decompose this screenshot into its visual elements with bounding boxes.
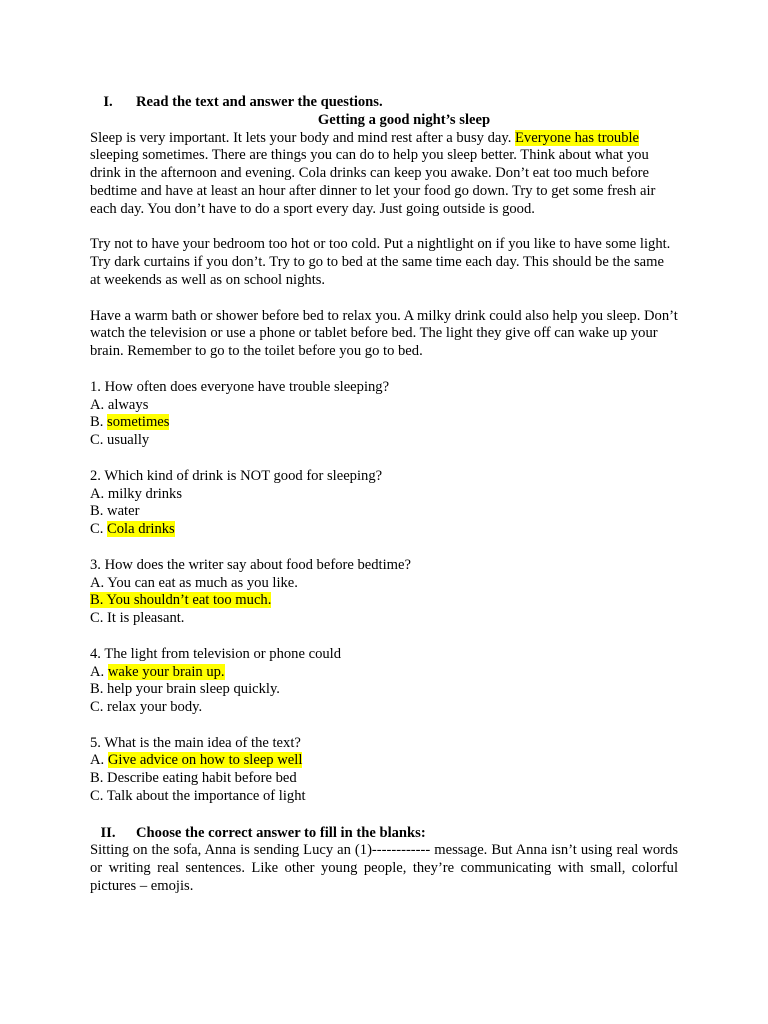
highlighted-answer: sometimes	[107, 414, 170, 431]
section-1-heading	[92, 94, 678, 112]
option-b: B. water	[90, 503, 140, 520]
option-b: B. sometimes	[90, 414, 170, 431]
question-1	[90, 379, 678, 450]
option-c: C. Talk about the importance of light	[90, 788, 306, 805]
question-4	[90, 646, 678, 717]
section-2-passage: Sitting on the sofa, Anna is sending Lucy an (1)------------ message. But Anna isn’t using real words or writing real sentences. Like other young people, they’re communicating with small, colorful pictures – emojis.	[90, 842, 678, 895]
section-1-numeral: I.	[103, 94, 113, 110]
option-b: B. help your brain sleep quickly.	[90, 681, 280, 698]
highlighted-answer: wake your brain up.	[107, 663, 225, 680]
passage-paragraph-3: Have a warm bath or shower before bed to relax you. A milky drink could also help you sleep. Don’t watch the television or use a phone or tablet before bed. The light they give off can wake up your brain. Remember to go to the toilet before you go to bed.	[90, 307, 678, 360]
question-3	[90, 557, 678, 628]
section-1-heading-text: Read the text and answer the questions.	[136, 94, 383, 110]
section-2-heading-text: Choose the correct answer to fill in the blanks:	[136, 824, 426, 841]
question-text: 4. The light from television or phone could	[90, 645, 342, 662]
option-a: A. milky drinks	[90, 485, 183, 502]
option-b	[90, 592, 678, 610]
option-b: B. Describe eating habit before bed	[90, 770, 297, 787]
highlighted-answer: Give advice on how to sleep well	[107, 752, 303, 769]
highlighted-answer: B. You shouldn’t eat too much.	[90, 592, 272, 609]
section-2-numeral: II.	[100, 824, 116, 841]
question-text: 5. What is the main idea of the text?	[90, 734, 301, 751]
passage-paragraph-1	[90, 130, 678, 219]
question-text: 1. How often does everyone have trouble sleeping?	[90, 378, 390, 395]
option-c: C. It is pleasant.	[90, 610, 185, 627]
highlighted-answer: Cola drinks	[107, 521, 175, 538]
section-2-heading	[92, 825, 678, 843]
option-c: C. Cola drinks	[90, 521, 175, 538]
question-5	[90, 735, 678, 806]
paragraph-1-text-a: Sleep is very important. It lets your body and mind rest after a busy day.	[90, 129, 516, 146]
paragraph-1-text-b: sleeping sometimes. There are things you can do to help you sleep better. Think about what you drink in the afternoon and evening. Cola drinks can keep you awake. Don’t eat too much before bedtime and have at least an hour after dinner to let your food go down. Try to get some fresh air each day. You don’t have to do a sport every day. Just going outside is good.	[90, 147, 656, 217]
option-a: A. You can eat as much as you like.	[90, 574, 298, 591]
passage-paragraph-2: Try not to have your bedroom too hot or too cold. Put a nightlight on if you like to have some light. Try dark curtains if you don’t. Try to go to bed at the same time each day. This should be the same at weekends as well as on school nights.	[90, 236, 671, 288]
option-a: A. wake your brain up.	[90, 663, 225, 680]
option-a: A. Give advice on how to sleep well	[90, 752, 303, 769]
question-2	[90, 468, 678, 539]
document-content	[90, 94, 678, 896]
highlight-everyone-has-trouble: Everyone has trouble	[515, 129, 640, 146]
option-a: A. always	[90, 396, 149, 413]
passage-title: Getting a good night’s sleep	[317, 111, 491, 128]
question-text: 3. How does the writer say about food before bedtime?	[90, 556, 411, 573]
question-text: 2. Which kind of drink is NOT good for sleeping?	[90, 467, 383, 484]
option-c: C. usually	[90, 432, 150, 449]
option-c: C. relax your body.	[90, 699, 203, 716]
